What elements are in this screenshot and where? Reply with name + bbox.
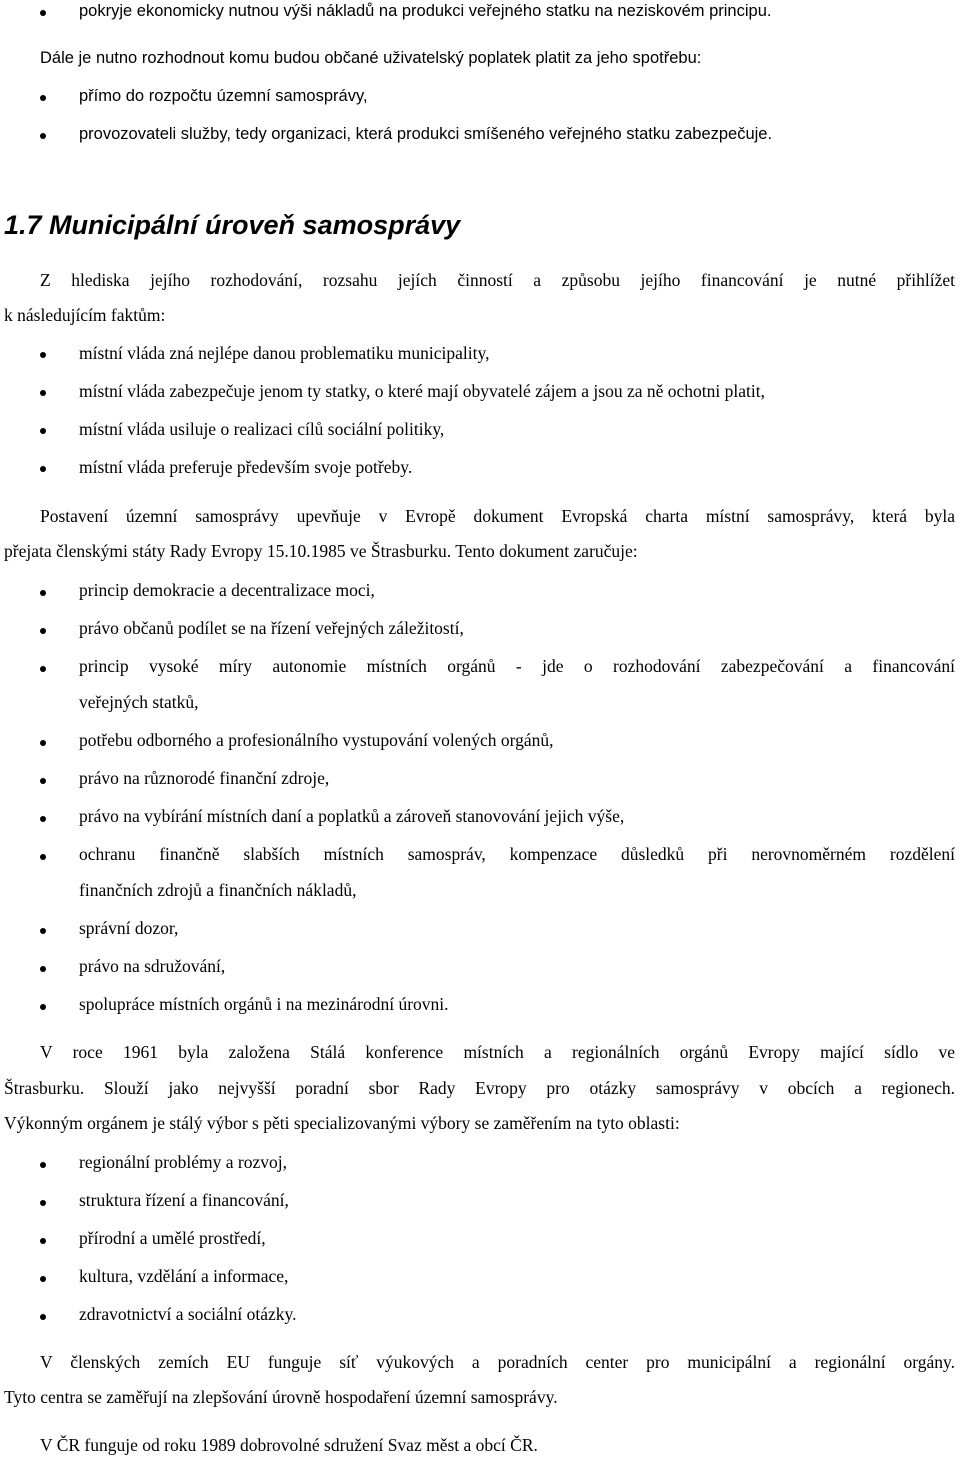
list-item: potřebu odborného a profesionálního vystupování volených orgánů, bbox=[79, 730, 554, 750]
bullet-marker bbox=[40, 428, 46, 434]
paragraph-line: k následujícím faktům: bbox=[4, 305, 166, 325]
list-item-continuation: veřejných statků, bbox=[79, 692, 199, 712]
list-item: spolupráce místních orgánů i na mezinárodní úrovni. bbox=[79, 994, 449, 1014]
paragraph-line: V ČR funguje od roku 1989 dobrovolné sdružení Svaz měst a obcí ČR. bbox=[40, 1435, 538, 1455]
list-item: princip demokracie a decentralizace moci, bbox=[79, 580, 375, 600]
bullet-marker bbox=[40, 778, 46, 784]
bullet-marker bbox=[40, 590, 46, 596]
paragraph-line: přejata členskými státy Rady Evropy 15.10.1985 ve Štrasburku. Tento dokument zaručuje: bbox=[4, 541, 638, 561]
bullet-marker bbox=[40, 1200, 46, 1206]
paragraph-line: Štrasburku. Slouží jako nejvyšší poradní sbor Rady Evropy pro otázky samosprávy v obcích a regionech. bbox=[4, 1078, 955, 1098]
section-heading: 1.7 Municipální úroveň samosprávy bbox=[4, 210, 461, 240]
list-item-continuation: finančních zdrojů a finančních nákladů, bbox=[79, 880, 357, 900]
list-item: místní vláda zná nejlépe danou problematiku municipality, bbox=[79, 343, 490, 363]
list-item: pokryje ekonomicky nutnou výši nákladů na produkci veřejného statku na neziskovém principu. bbox=[79, 2, 772, 20]
bullet-marker bbox=[40, 666, 46, 672]
list-item: právo na sdružování, bbox=[79, 956, 226, 976]
list-item: zdravotnictví a sociální otázky. bbox=[79, 1304, 297, 1324]
list-item: právo na vybírání místních daní a poplatků a zároveň stanovování jejich výše, bbox=[79, 806, 625, 826]
list-item: místní vláda preferuje především svoje potřeby. bbox=[79, 457, 413, 477]
bullet-marker bbox=[40, 966, 46, 972]
paragraph-line: Postavení územní samosprávy upevňuje v Evropě dokument Evropská charta místní samosprávy, která byla bbox=[40, 506, 955, 526]
bullet-marker bbox=[40, 352, 46, 358]
paragraph-line: V členských zemích EU funguje síť výukových a poradních center pro municipální a regionální orgány. bbox=[40, 1352, 955, 1372]
bullet-marker bbox=[40, 390, 46, 396]
paragraph-line: Z hlediska jejího rozhodování, rozsahu jejích činností a způsobu jejího financování je nutné přihlížet bbox=[40, 270, 955, 290]
bullet-marker bbox=[40, 1314, 46, 1320]
bullet-marker bbox=[40, 10, 46, 16]
list-item: místní vláda usiluje o realizaci cílů sociální politiky, bbox=[79, 419, 445, 439]
bullet-marker bbox=[40, 1238, 46, 1244]
list-item: princip vysoké míry autonomie místních orgánů - jde o rozhodování zabezpečování a financování bbox=[79, 656, 955, 676]
paragraph-line: Výkonným orgánem je stálý výbor s pěti specializovanými výbory se zaměřením na tyto oblasti: bbox=[4, 1113, 680, 1133]
list-item: provozovateli služby, tedy organizaci, která produkci smíšeného veřejného statku zabezpečuje. bbox=[79, 125, 773, 143]
intro-paragraph: Dále je nutno rozhodnout komu budou občané uživatelský poplatek platit za jeho spotřebu: bbox=[40, 49, 702, 67]
bullet-marker bbox=[40, 95, 46, 101]
paragraph-line: V roce 1961 byla založena Stálá konference místních a regionálních orgánů Evropy mající sídlo ve bbox=[40, 1042, 955, 1062]
list-item: právo na různorodé finanční zdroje, bbox=[79, 768, 330, 788]
list-item: místní vláda zabezpečuje jenom ty statky, o které mají obyvatelé zájem a jsou za ně ochotni platit, bbox=[79, 381, 765, 401]
bullet-marker bbox=[40, 1276, 46, 1282]
bullet-marker bbox=[40, 133, 46, 139]
bullet-marker bbox=[40, 740, 46, 746]
list-item: přírodní a umělé prostředí, bbox=[79, 1228, 266, 1248]
bullet-marker bbox=[40, 1004, 46, 1010]
bullet-marker bbox=[40, 854, 46, 860]
list-item: přímo do rozpočtu územní samosprávy, bbox=[79, 87, 368, 105]
bullet-marker bbox=[40, 466, 46, 472]
list-item: kultura, vzdělání a informace, bbox=[79, 1266, 289, 1286]
bullet-marker bbox=[40, 816, 46, 822]
bullet-marker bbox=[40, 1162, 46, 1168]
list-item: ochranu finančně slabších místních samospráv, kompenzace důsledků při nerovnoměrném rozdělení bbox=[79, 844, 955, 864]
list-item: právo občanů podílet se na řízení veřejných záležitostí, bbox=[79, 618, 464, 638]
bullet-marker bbox=[40, 628, 46, 634]
list-item: správní dozor, bbox=[79, 918, 179, 938]
list-item: regionální problémy a rozvoj, bbox=[79, 1152, 287, 1172]
list-item: struktura řízení a financování, bbox=[79, 1190, 289, 1210]
bullet-marker bbox=[40, 928, 46, 934]
paragraph-line: Tyto centra se zaměřují na zlepšování úrovně hospodaření územní samosprávy. bbox=[4, 1387, 558, 1407]
